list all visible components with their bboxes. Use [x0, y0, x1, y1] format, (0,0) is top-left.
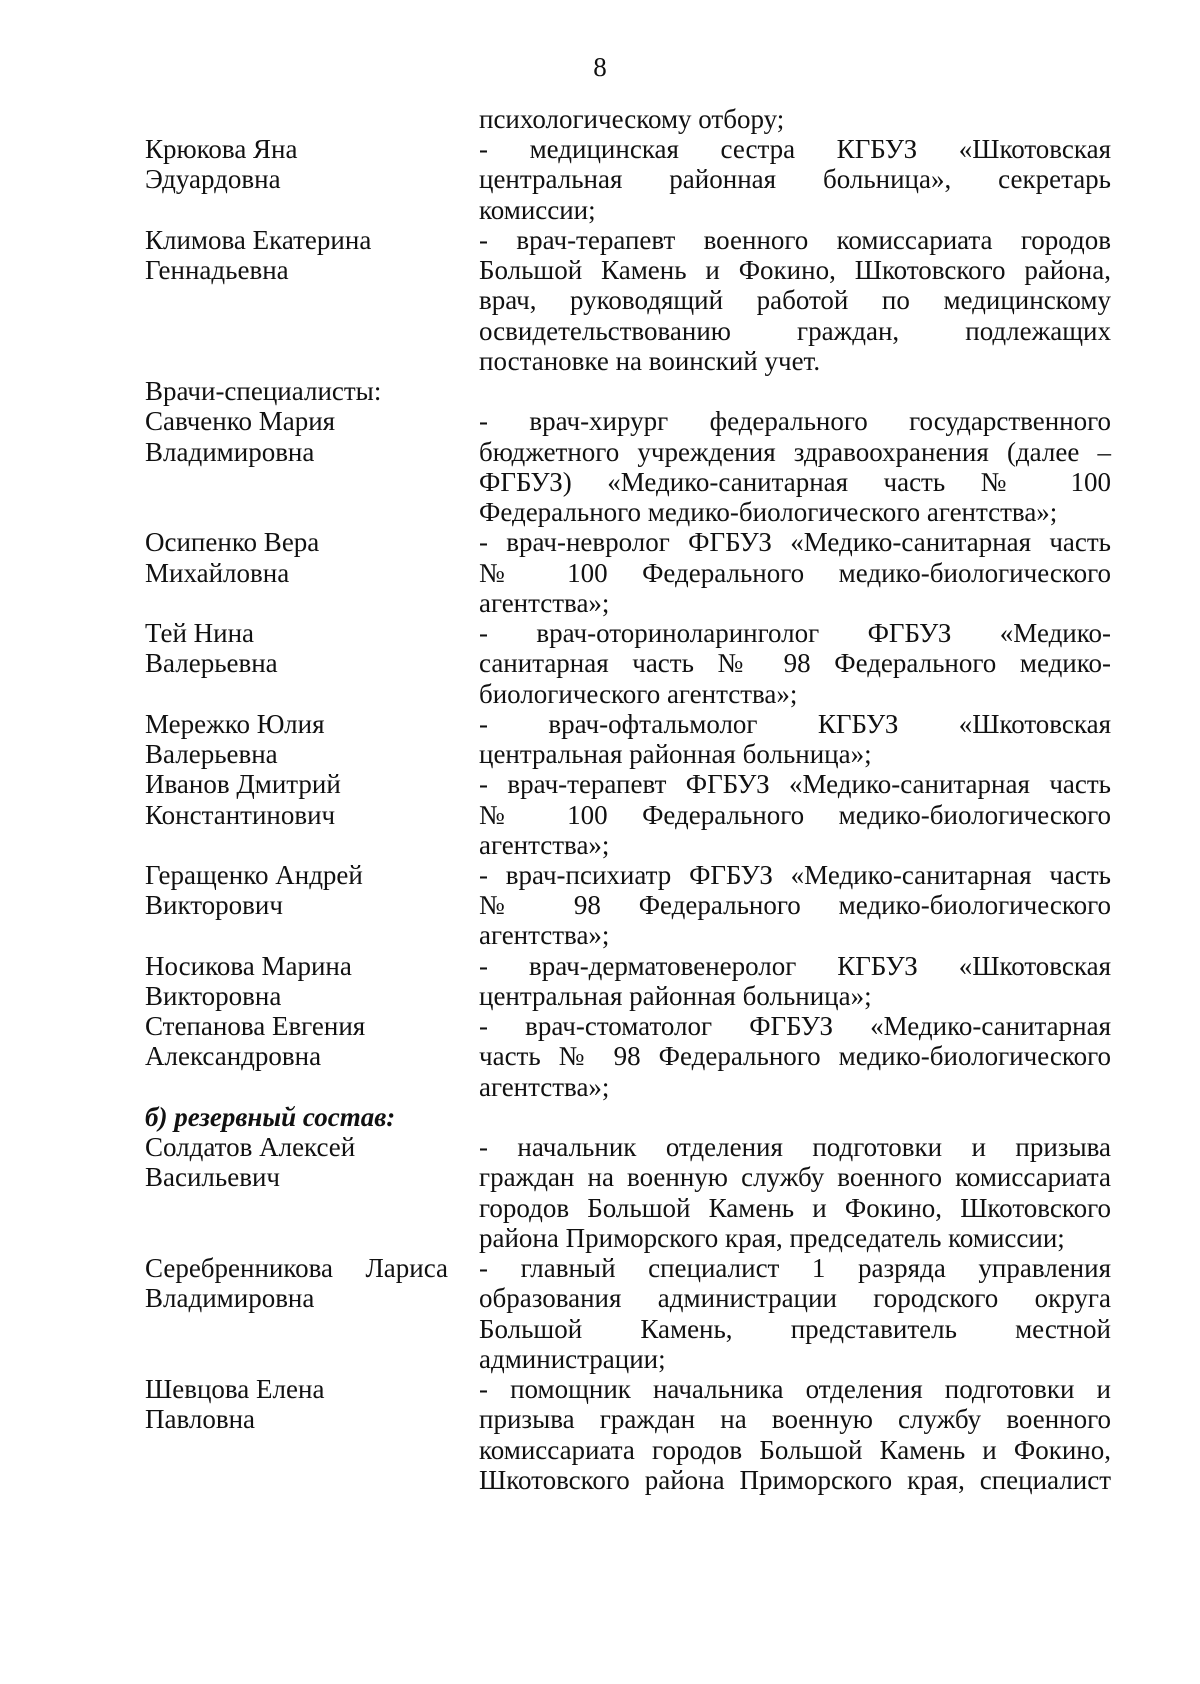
document-line — [145, 1253, 1111, 1283]
member-position: - помощник начальника отделения подготовки и — [479, 1374, 1111, 1405]
member-position: - главный специалист 1 разряда управления — [479, 1253, 1111, 1284]
member-position: Большой Камень, представитель местной — [479, 1313, 1111, 1344]
document-line — [145, 1283, 1111, 1313]
document-line — [145, 1193, 1111, 1223]
document-line — [145, 830, 1111, 860]
member-position: Шкотовского района Приморского края, специалист — [479, 1464, 1111, 1495]
member-position: психологическому отбору; — [479, 104, 785, 134]
member-position: агентства»; — [479, 920, 610, 951]
member-name: Валерьевна — [145, 648, 278, 679]
member-name: Солдатов Алексей — [145, 1132, 356, 1163]
member-name: Крюкова Яна — [145, 134, 298, 165]
document-line — [145, 1041, 1111, 1071]
member-name: Иванов Дмитрий — [145, 769, 341, 800]
member-name: Владимировна — [145, 436, 315, 467]
document-line — [145, 406, 1111, 436]
document-line — [145, 1132, 1111, 1162]
member-name: Александровна — [145, 1041, 322, 1072]
document-line — [145, 527, 1111, 557]
document-line — [145, 860, 1111, 890]
member-position: - врач-терапевт ФГБУЗ «Медико-санитарная часть — [479, 769, 1111, 800]
document-line — [145, 316, 1111, 346]
document-line — [145, 648, 1111, 678]
member-position: ФГБУЗ) «Медико-санитарная часть № 100 — [479, 466, 1111, 497]
member-name: Викторович — [145, 890, 283, 921]
document-line — [145, 1223, 1111, 1253]
member-position: - врач-оториноларинголог ФГБУЗ «Медико- — [479, 618, 1111, 649]
member-position: администрации; — [479, 1343, 666, 1374]
document-line — [145, 134, 1111, 164]
member-position: № 100 Федерального медико-биологического — [479, 557, 1111, 588]
document-line — [145, 769, 1111, 799]
document-line — [145, 376, 1111, 406]
member-name: Геращенко Андрей — [145, 860, 363, 890]
document-line — [145, 920, 1111, 950]
member-position: граждан на военную службу военного комиссариата — [479, 1162, 1111, 1193]
member-position: комиссии; — [479, 194, 596, 225]
member-position: центральная районная больница», секретарь — [479, 164, 1111, 195]
document-line — [145, 1435, 1111, 1465]
document-line — [145, 104, 1111, 134]
document-line — [145, 467, 1111, 497]
member-position: бюджетного учреждения здравоохранения (далее – — [479, 436, 1111, 467]
member-position: освидетельствованию граждан, подлежащих — [479, 315, 1111, 346]
document-line — [145, 346, 1111, 376]
member-name: Шевцова Елена — [145, 1374, 325, 1405]
member-name: Васильевич — [145, 1162, 280, 1193]
member-position: - начальник отделения подготовки и призыва — [479, 1132, 1111, 1163]
document-line — [145, 1374, 1111, 1404]
member-position: - медицинская сестра КГБУЗ «Шкотовская — [479, 134, 1111, 165]
member-name: Владимировна — [145, 1283, 315, 1314]
document-line — [145, 497, 1111, 527]
member-position: постановке на воинский учет. — [479, 345, 821, 376]
document-line — [145, 709, 1111, 739]
member-name: Викторовна — [145, 980, 282, 1011]
member-position: призыва граждан на военную службу военного — [479, 1404, 1111, 1435]
member-name: Валерьевна — [145, 739, 278, 770]
member-position: Федерального медико-биологического агентства»; — [479, 497, 1058, 528]
document-line — [145, 285, 1111, 315]
member-name: Серебренникова Лариса — [145, 1253, 448, 1284]
member-position: образования администрации городского округа — [479, 1283, 1111, 1314]
member-position: - врач-хирург федерального государственного — [479, 406, 1111, 437]
member-position: городов Большой Камень и Фокино, Шкотовского — [479, 1192, 1111, 1223]
member-position: агентства»; — [479, 1071, 610, 1102]
member-name: Константинович — [145, 799, 336, 830]
member-position: - врач-стоматолог ФГБУЗ «Медико-санитарная — [479, 1011, 1111, 1042]
member-position: комиссариата городов Большой Камень и Фокино, — [479, 1434, 1111, 1465]
member-position: - врач-офтальмолог КГБУЗ «Шкотовская — [479, 708, 1111, 739]
member-name: Эдуардовна — [145, 164, 281, 195]
member-position: района Приморского края, председатель комиссии; — [479, 1222, 1065, 1253]
document-line — [145, 195, 1111, 225]
member-name: Степанова Евгения — [145, 1011, 366, 1042]
member-name: Савченко Мария — [145, 406, 336, 437]
document-line — [145, 1072, 1111, 1102]
document-line — [145, 437, 1111, 467]
member-position: - врач-психиатр ФГБУЗ «Медико-санитарная часть — [479, 860, 1111, 890]
document-line — [145, 225, 1111, 255]
member-position: - врач-терапевт военного комиссариата городов — [479, 224, 1111, 255]
document-line — [145, 164, 1111, 194]
member-position: часть № 98 Федерального медико-биологического — [479, 1041, 1111, 1072]
member-name: Михайловна — [145, 557, 290, 588]
document-line — [145, 981, 1111, 1011]
member-position: агентства»; — [479, 829, 610, 860]
member-position: - врач-дерматовенеролог КГБУЗ «Шкотовская — [479, 950, 1111, 981]
member-name: Носикова Марина — [145, 950, 352, 981]
document-line — [145, 1404, 1111, 1434]
member-position: врач, руководящий работой по медицинскому — [479, 285, 1111, 316]
document-line — [145, 1102, 1111, 1132]
member-position: агентства»; — [479, 587, 610, 618]
member-name: Геннадьевна — [145, 255, 289, 286]
member-position: центральная районная больница»; — [479, 980, 872, 1011]
member-name: Павловна — [145, 1404, 256, 1435]
document-line — [145, 588, 1111, 618]
member-name: Осипенко Вера — [145, 527, 320, 558]
member-position: Большой Камень и Фокино, Шкотовского района, — [479, 255, 1111, 286]
member-position: № 100 Федерального медико-биологического — [479, 799, 1111, 830]
member-name: Тей Нина — [145, 618, 255, 649]
document-line — [145, 890, 1111, 920]
member-name: Климова Екатерина — [145, 224, 372, 255]
document-line — [145, 1162, 1111, 1192]
section-heading: б) резервный состав: — [145, 1101, 396, 1132]
member-position: санитарная часть № 98 Федерального медико- — [479, 648, 1111, 679]
member-position: № 98 Федерального медико-биологического — [479, 890, 1111, 921]
document-line — [145, 255, 1111, 285]
member-name: Врачи-специалисты: — [145, 376, 382, 407]
document-line — [145, 558, 1111, 588]
document-line — [145, 1011, 1111, 1041]
document-line — [145, 951, 1111, 981]
page-number: 8 — [593, 52, 607, 82]
member-position: биологического агентства»; — [479, 678, 798, 709]
member-name: Мережко Юлия — [145, 708, 325, 739]
member-position: - врач-невролог ФГБУЗ «Медико-санитарная часть — [479, 527, 1111, 558]
document-line — [145, 679, 1111, 709]
document-line — [145, 1465, 1111, 1495]
document-line — [145, 739, 1111, 769]
member-position: центральная районная больница»; — [479, 739, 872, 770]
document-line — [145, 1344, 1111, 1374]
document-line — [145, 1314, 1111, 1344]
document-line — [145, 800, 1111, 830]
document-line — [145, 618, 1111, 648]
